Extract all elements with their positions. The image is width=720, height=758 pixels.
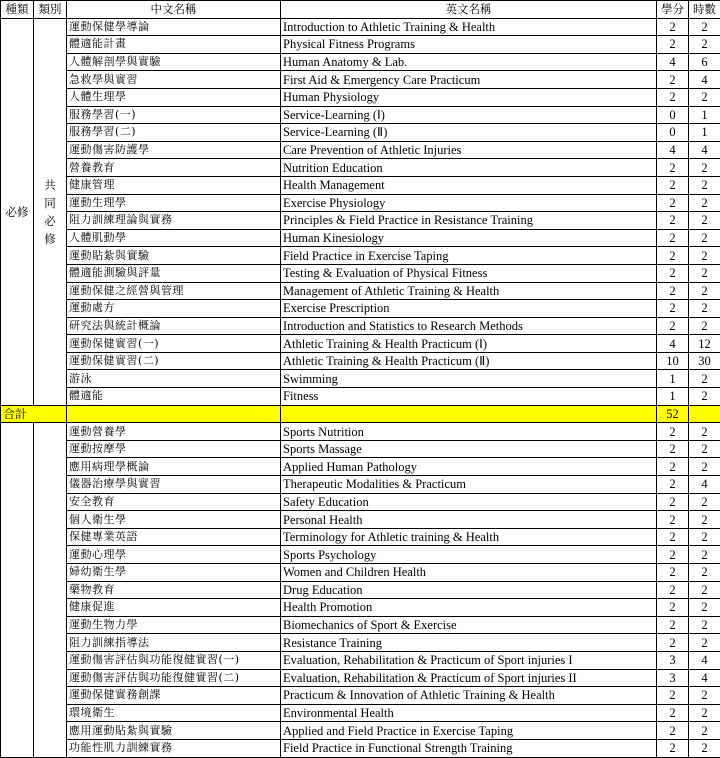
course-hours: 2 bbox=[689, 212, 720, 230]
table-row bbox=[1, 36, 720, 54]
table-row bbox=[1, 18, 720, 36]
course-hours: 2 bbox=[689, 36, 720, 54]
course-english-name: Safety Education bbox=[281, 493, 657, 511]
course-hours: 6 bbox=[689, 53, 720, 71]
table-row bbox=[1, 247, 720, 265]
course-chinese-name: 運動保健實習(一) bbox=[67, 335, 281, 353]
course-credits: 2 bbox=[657, 317, 689, 335]
course-english-name: Human Kinesiology bbox=[281, 229, 657, 247]
course-chinese-name: 運動營養學 bbox=[67, 423, 281, 441]
course-chinese-name: 人體解剖學與實驗 bbox=[67, 53, 281, 71]
course-hours: 2 bbox=[689, 300, 720, 318]
course-hours: 1 bbox=[689, 106, 720, 124]
course-hours: 2 bbox=[689, 176, 720, 194]
course-hours: 2 bbox=[689, 722, 720, 740]
table-row bbox=[1, 564, 720, 582]
table-row bbox=[1, 53, 720, 71]
course-credits: 2 bbox=[657, 616, 689, 634]
course-hours: 2 bbox=[689, 370, 720, 388]
course-credits: 2 bbox=[657, 634, 689, 652]
course-english-name: Swimming bbox=[281, 370, 657, 388]
table-row bbox=[1, 493, 720, 511]
course-chinese-name: 運動保健實習(二) bbox=[67, 352, 281, 370]
table-row bbox=[1, 264, 720, 282]
course-chinese-name: 運動按摩學 bbox=[67, 440, 281, 458]
course-chinese-name: 健康管理 bbox=[67, 176, 281, 194]
table-row bbox=[1, 511, 720, 529]
course-credits: 1 bbox=[657, 370, 689, 388]
course-credits: 2 bbox=[657, 458, 689, 476]
table-row bbox=[1, 669, 720, 687]
course-english-name: Personal Health bbox=[281, 511, 657, 529]
course-hours: 2 bbox=[689, 599, 720, 617]
course-credits: 2 bbox=[657, 704, 689, 722]
course-hours: 4 bbox=[689, 651, 720, 669]
course-english-name: Sports Psychology bbox=[281, 546, 657, 564]
course-hours: 2 bbox=[689, 194, 720, 212]
course-hours: 4 bbox=[689, 71, 720, 89]
course-hours: 2 bbox=[689, 388, 720, 406]
table-row bbox=[1, 528, 720, 546]
course-english-name: Service-Learning (Ⅱ) bbox=[281, 124, 657, 142]
course-credits: 10 bbox=[657, 352, 689, 370]
course-hours: 2 bbox=[689, 159, 720, 177]
course-chinese-name: 安全教育 bbox=[67, 493, 281, 511]
course-credits: 2 bbox=[657, 159, 689, 177]
table-row bbox=[1, 458, 720, 476]
course-hours: 2 bbox=[689, 687, 720, 705]
table-row bbox=[1, 616, 720, 634]
course-chinese-name: 健康促進 bbox=[67, 599, 281, 617]
table-row bbox=[1, 687, 720, 705]
course-hours: 2 bbox=[689, 458, 720, 476]
course-chinese-name: 保健專業英語 bbox=[67, 528, 281, 546]
header-hours: 時數 bbox=[689, 1, 720, 19]
course-chinese-name: 服務學習(二) bbox=[67, 124, 281, 142]
course-english-name: Sports Massage bbox=[281, 440, 657, 458]
course-chinese-name: 運動保健之經營與管理 bbox=[67, 282, 281, 300]
course-chinese-name: 阻力訓練理論與實務 bbox=[67, 212, 281, 230]
course-chinese-name: 應用運動貼紮與實驗 bbox=[67, 722, 281, 740]
course-credits: 2 bbox=[657, 88, 689, 106]
course-english-name: Field Practice in Functional Strength Training bbox=[281, 739, 657, 757]
course-english-name: Physical Fitness Programs bbox=[281, 36, 657, 54]
table-row bbox=[1, 704, 720, 722]
course-chinese-name: 營養教育 bbox=[67, 159, 281, 177]
course-english-name: Athletic Training & Health Practicum (Ⅱ) bbox=[281, 352, 657, 370]
table-row bbox=[1, 88, 720, 106]
course-chinese-name: 功能性肌力訓練實務 bbox=[67, 739, 281, 757]
total-credits: 52 bbox=[657, 405, 689, 423]
course-chinese-name: 體適能計畫 bbox=[67, 36, 281, 54]
course-hours: 12 bbox=[689, 335, 720, 353]
course-english-name: Evaluation, Rehabilitation & Practicum of Sport injuries II bbox=[281, 669, 657, 687]
course-credits: 2 bbox=[657, 36, 689, 54]
table-row bbox=[1, 300, 720, 318]
course-chinese-name: 研究法與統計概論 bbox=[67, 317, 281, 335]
course-chinese-name: 運動傷害評估與功能復健實習(二) bbox=[67, 669, 281, 687]
course-english-name: Testing & Evaluation of Physical Fitness bbox=[281, 264, 657, 282]
table-row bbox=[1, 141, 720, 159]
course-hours: 4 bbox=[689, 476, 720, 494]
course-hours: 2 bbox=[689, 564, 720, 582]
course-hours: 2 bbox=[689, 528, 720, 546]
course-english-name: Sports Nutrition bbox=[281, 423, 657, 441]
course-english-name: Care Prevention of Athletic Injuries bbox=[281, 141, 657, 159]
course-credits: 2 bbox=[657, 423, 689, 441]
course-chinese-name: 個人衛生學 bbox=[67, 511, 281, 529]
course-hours: 2 bbox=[689, 511, 720, 529]
course-credits: 2 bbox=[657, 440, 689, 458]
elective-type-cell bbox=[34, 423, 67, 757]
course-hours: 2 bbox=[689, 229, 720, 247]
course-credits: 0 bbox=[657, 124, 689, 142]
course-english-name: Management of Athletic Training & Health bbox=[281, 282, 657, 300]
course-credits: 4 bbox=[657, 141, 689, 159]
course-credits: 2 bbox=[657, 282, 689, 300]
course-chinese-name: 應用病理學概論 bbox=[67, 458, 281, 476]
course-credits: 4 bbox=[657, 335, 689, 353]
course-hours: 2 bbox=[689, 88, 720, 106]
course-hours: 2 bbox=[689, 581, 720, 599]
course-chinese-name: 運動貼紮與實驗 bbox=[67, 247, 281, 265]
course-chinese-name: 服務學習(一) bbox=[67, 106, 281, 124]
course-chinese-name: 藥物教育 bbox=[67, 581, 281, 599]
course-english-name: Athletic Training & Health Practicum (Ⅰ) bbox=[281, 335, 657, 353]
course-credits: 2 bbox=[657, 247, 689, 265]
table-row bbox=[1, 388, 720, 406]
course-english-name: Women and Children Health bbox=[281, 564, 657, 582]
course-credits: 4 bbox=[657, 53, 689, 71]
course-credits: 0 bbox=[657, 106, 689, 124]
course-chinese-name: 運動傷害評估與功能復健實習(一) bbox=[67, 651, 281, 669]
course-english-name: Exercise Physiology bbox=[281, 194, 657, 212]
header-chinese-name: 中文名稱 bbox=[67, 1, 281, 19]
table-row bbox=[1, 282, 720, 300]
required-section bbox=[1, 18, 720, 405]
header-row bbox=[1, 1, 720, 19]
course-hours: 4 bbox=[689, 669, 720, 687]
course-hours: 2 bbox=[689, 423, 720, 441]
table-row bbox=[1, 317, 720, 335]
total-label: 合計 bbox=[1, 405, 34, 423]
course-english-name: Introduction and Statistics to Research Methods bbox=[281, 317, 657, 335]
course-credits: 2 bbox=[657, 212, 689, 230]
header-category: 種類 bbox=[1, 1, 34, 19]
total-row bbox=[1, 405, 720, 423]
table-row bbox=[1, 722, 720, 740]
course-english-name: Field Practice in Exercise Taping bbox=[281, 247, 657, 265]
course-hours: 2 bbox=[689, 18, 720, 36]
course-credits: 2 bbox=[657, 493, 689, 511]
table-row bbox=[1, 546, 720, 564]
course-hours: 2 bbox=[689, 317, 720, 335]
course-chinese-name: 急救學與實習 bbox=[67, 71, 281, 89]
course-hours: 4 bbox=[689, 141, 720, 159]
course-chinese-name: 運動處方 bbox=[67, 300, 281, 318]
course-hours: 2 bbox=[689, 264, 720, 282]
course-english-name: Practicum & Innovation of Athletic Training & Health bbox=[281, 687, 657, 705]
course-chinese-name: 體適能測驗與評量 bbox=[67, 264, 281, 282]
course-credits: 2 bbox=[657, 71, 689, 89]
course-english-name: Therapeutic Modalities & Practicum bbox=[281, 476, 657, 494]
course-credits: 2 bbox=[657, 528, 689, 546]
elective-section bbox=[1, 423, 720, 757]
required-category-cell: 必修 bbox=[1, 18, 34, 405]
course-chinese-name: 運動保健實務創課 bbox=[67, 687, 281, 705]
course-english-name: Health Promotion bbox=[281, 599, 657, 617]
course-english-name: Drug Education bbox=[281, 581, 657, 599]
table-row bbox=[1, 106, 720, 124]
course-credits: 2 bbox=[657, 739, 689, 757]
course-hours: 30 bbox=[689, 352, 720, 370]
course-credits: 3 bbox=[657, 669, 689, 687]
table-row bbox=[1, 71, 720, 89]
course-chinese-name: 儀器治療學與實習 bbox=[67, 476, 281, 494]
elective-category-cell bbox=[1, 423, 34, 757]
table-row bbox=[1, 440, 720, 458]
table-row bbox=[1, 159, 720, 177]
header-type: 類別 bbox=[34, 1, 67, 19]
course-english-name: Fitness bbox=[281, 388, 657, 406]
course-english-name: Exercise Prescription bbox=[281, 300, 657, 318]
course-credits: 2 bbox=[657, 546, 689, 564]
course-english-name: Health Management bbox=[281, 176, 657, 194]
table-row bbox=[1, 229, 720, 247]
course-credits: 2 bbox=[657, 511, 689, 529]
course-chinese-name: 人體肌動學 bbox=[67, 229, 281, 247]
table-row bbox=[1, 194, 720, 212]
course-chinese-name: 婦幼衛生學 bbox=[67, 564, 281, 582]
table-row bbox=[1, 651, 720, 669]
table-row bbox=[1, 352, 720, 370]
course-hours: 2 bbox=[689, 493, 720, 511]
table-row bbox=[1, 599, 720, 617]
course-english-name: Principles & Field Practice in Resistance Training bbox=[281, 212, 657, 230]
course-english-name: Applied Human Pathology bbox=[281, 458, 657, 476]
course-credits: 2 bbox=[657, 229, 689, 247]
course-hours: 2 bbox=[689, 282, 720, 300]
course-english-name: Introduction to Athletic Training & Health bbox=[281, 18, 657, 36]
course-hours: 2 bbox=[689, 634, 720, 652]
course-credits: 2 bbox=[657, 581, 689, 599]
table-row bbox=[1, 370, 720, 388]
course-credits: 2 bbox=[657, 564, 689, 582]
course-english-name: Biomechanics of Sport & Exercise bbox=[281, 616, 657, 634]
table-row bbox=[1, 423, 720, 441]
course-english-name: Environmental Health bbox=[281, 704, 657, 722]
course-hours: 2 bbox=[689, 616, 720, 634]
course-hours: 1 bbox=[689, 124, 720, 142]
course-english-name: Resistance Training bbox=[281, 634, 657, 652]
course-chinese-name: 游泳 bbox=[67, 370, 281, 388]
course-credits: 2 bbox=[657, 264, 689, 282]
course-chinese-name: 人體生理學 bbox=[67, 88, 281, 106]
course-credits: 2 bbox=[657, 599, 689, 617]
course-english-name: Evaluation, Rehabilitation & Practicum of Sport injuries I bbox=[281, 651, 657, 669]
course-english-name: First Aid & Emergency Care Practicum bbox=[281, 71, 657, 89]
required-type-cell: 共 同 必 修 bbox=[34, 18, 67, 405]
header-english-name: 英文名稱 bbox=[281, 1, 657, 19]
table-row bbox=[1, 581, 720, 599]
course-credits: 2 bbox=[657, 687, 689, 705]
course-chinese-name: 阻力訓練指導法 bbox=[67, 634, 281, 652]
table-row bbox=[1, 176, 720, 194]
course-credits: 2 bbox=[657, 476, 689, 494]
course-chinese-name: 運動心理學 bbox=[67, 546, 281, 564]
course-english-name: Terminology for Athletic training & Health bbox=[281, 528, 657, 546]
course-hours: 2 bbox=[689, 546, 720, 564]
table-row bbox=[1, 739, 720, 757]
course-credits: 2 bbox=[657, 300, 689, 318]
course-english-name: Nutrition Education bbox=[281, 159, 657, 177]
course-credits: 3 bbox=[657, 651, 689, 669]
table-row bbox=[1, 335, 720, 353]
course-credits: 2 bbox=[657, 18, 689, 36]
course-english-name: Human Physiology bbox=[281, 88, 657, 106]
course-credits: 1 bbox=[657, 388, 689, 406]
course-english-name: Human Anatomy & Lab. bbox=[281, 53, 657, 71]
course-english-name: Applied and Field Practice in Exercise Taping bbox=[281, 722, 657, 740]
course-chinese-name: 運動傷害防護學 bbox=[67, 141, 281, 159]
course-english-name: Service-Learning (Ⅰ) bbox=[281, 106, 657, 124]
table-row bbox=[1, 124, 720, 142]
course-chinese-name: 運動保健學導論 bbox=[67, 18, 281, 36]
course-credits: 2 bbox=[657, 176, 689, 194]
table-row bbox=[1, 634, 720, 652]
header-credits: 學分 bbox=[657, 1, 689, 19]
course-chinese-name: 環境衛生 bbox=[67, 704, 281, 722]
course-chinese-name: 運動生理學 bbox=[67, 194, 281, 212]
course-credits: 2 bbox=[657, 722, 689, 740]
course-hours: 2 bbox=[689, 704, 720, 722]
course-hours: 2 bbox=[689, 247, 720, 265]
course-chinese-name: 運動生物力學 bbox=[67, 616, 281, 634]
course-hours: 2 bbox=[689, 440, 720, 458]
table-row bbox=[1, 212, 720, 230]
course-hours: 2 bbox=[689, 739, 720, 757]
course-credits: 2 bbox=[657, 194, 689, 212]
course-chinese-name: 體適能 bbox=[67, 388, 281, 406]
table-row bbox=[1, 476, 720, 494]
